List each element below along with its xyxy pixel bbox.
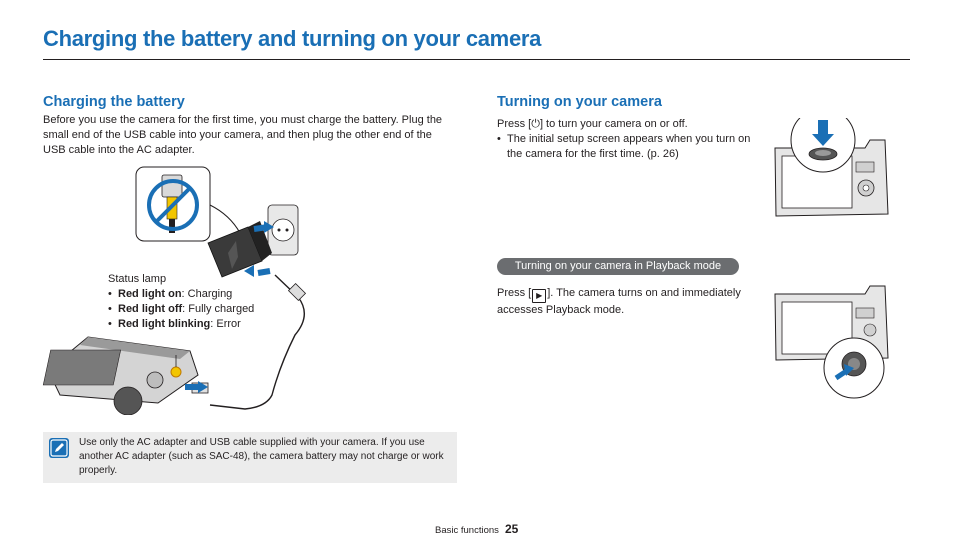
playback-instruction xyxy=(497,286,757,318)
power-icon: ⏻ xyxy=(531,118,540,130)
power-bullet-item: • The initial setup screen appears when you turn on the camera for the first time. (p. 26) xyxy=(497,132,759,162)
lamp-state-desc: : Fully charged xyxy=(182,303,255,315)
power-bullet-list xyxy=(497,132,759,162)
camera-side-view xyxy=(43,337,208,415)
charging-section-title: Charging the battery xyxy=(43,94,185,110)
lamp-state-desc: : Charging xyxy=(181,288,233,300)
status-lamp-label: Status lamp xyxy=(108,273,167,285)
lamp-state-desc: : Error xyxy=(210,318,241,330)
charging-intro: Before you use the camera for the first time, you must charge the battery. Plug the small end of the USB cable into your camera, and then plug the other end of the USB cable into the AC adapter. xyxy=(43,114,443,156)
playback-press-suffix: ]. The camera turns on and immediately accesses Playback mode. xyxy=(497,287,741,316)
power-press-prefix: Press [ xyxy=(497,118,532,130)
camera-playback-illustration xyxy=(770,284,890,404)
playback-press-prefix: Press [ xyxy=(497,287,532,299)
footer-section-name: Basic functions xyxy=(435,525,499,536)
lamp-state-item xyxy=(108,317,308,332)
incorrect-connection-inset xyxy=(136,167,240,241)
power-instruction xyxy=(497,117,767,132)
lamp-state-term: Red light blinking xyxy=(118,318,211,330)
camera-power-illustration xyxy=(770,118,890,222)
page-number: 25 xyxy=(505,522,519,536)
playback-section-label: Turning on your camera in Playback mode xyxy=(497,258,739,275)
power-press-suffix: ] to turn your camera on or off. xyxy=(539,118,688,130)
title-divider xyxy=(43,59,910,60)
turning-on-section-title: Turning on your camera xyxy=(497,94,662,110)
lamp-state-term: Red light on xyxy=(118,288,182,300)
wall-socket xyxy=(268,205,298,255)
lamp-state-item xyxy=(108,287,308,302)
status-lamp-list xyxy=(108,287,308,332)
play-button-icon: ▶ xyxy=(532,289,546,303)
lamp-state-term: Red light off xyxy=(118,303,183,315)
lamp-state-item xyxy=(108,302,308,317)
note-text: Use only the AC adapter and USB cable supplied with your camera. If you use another AC adapter (such as SAC-48), the camera battery may not charge or work properly. xyxy=(79,437,444,476)
page-title: Charging the battery and turning on your camera xyxy=(43,26,542,51)
note-pencil-icon xyxy=(49,438,69,458)
